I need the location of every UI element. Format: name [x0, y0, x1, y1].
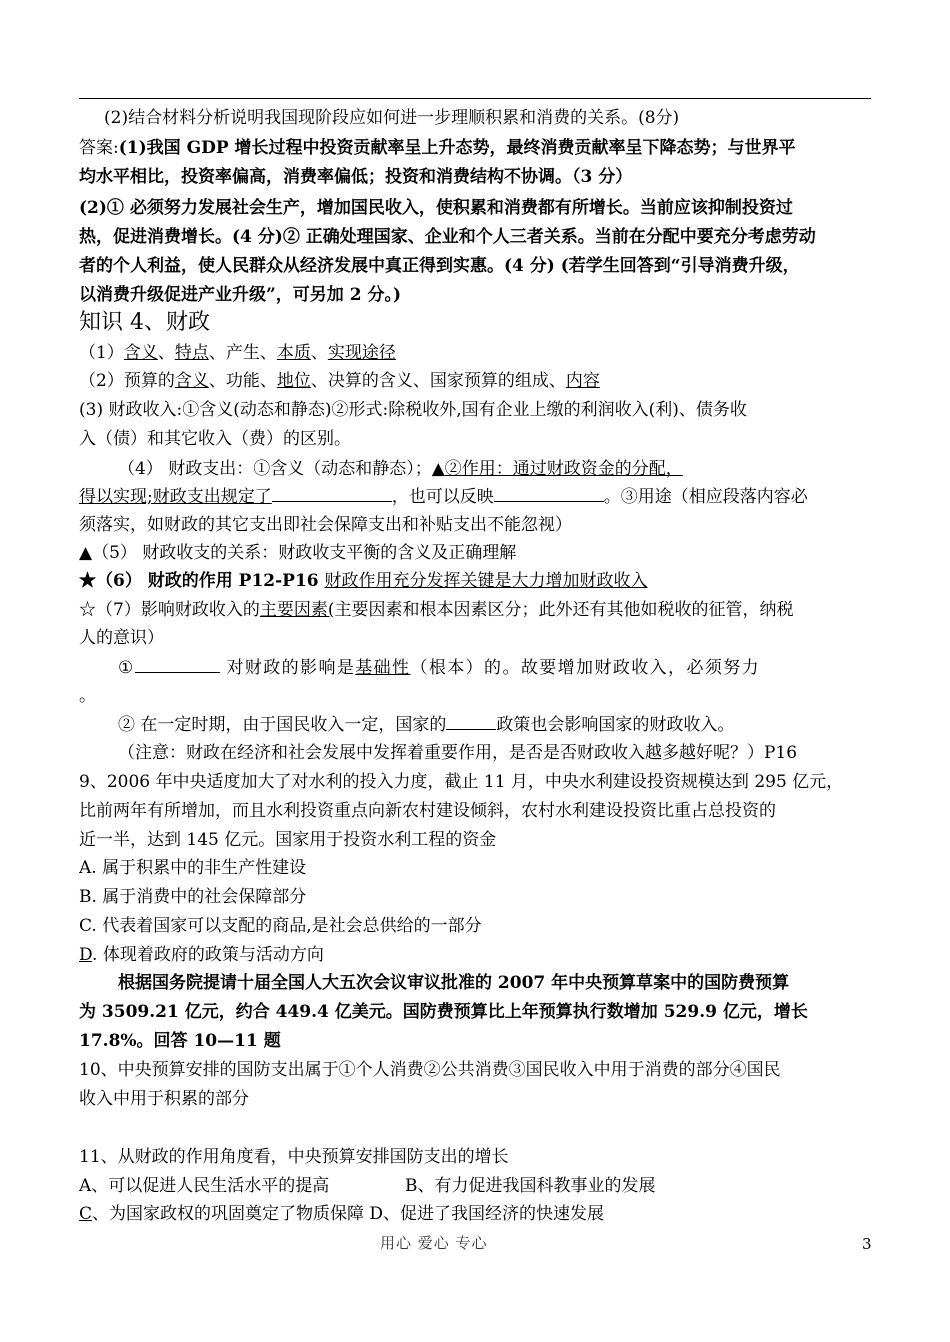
fill-blank[interactable]: [446, 711, 496, 730]
fill-line-2: [118, 711, 910, 739]
answer-part2-a: (2)① 必须努力发展社会生产，增加国民收入，使积累和消费都有所增长。当前应该抑制投资过: [79, 198, 793, 218]
q9-option-a: A. 属于积累中的非生产性建设: [79, 858, 307, 878]
item7-a2: 主要因素(: [259, 600, 335, 620]
q9-option-d: [79, 941, 871, 969]
item6-b: 财政作用充分发挥关键是大力增加财政收入: [324, 571, 648, 591]
knowledge-item-7a: [79, 596, 871, 624]
item1-prefix: （1）: [79, 343, 124, 363]
answer-label: 答案:: [79, 138, 119, 158]
q11-option-a: A、可以促进人民生活水平的提高: [79, 1176, 330, 1196]
q9-stem-b: 比前两年有所增加，而且水利投资重点向新农村建设倾斜，农村水利建设投资比重占总投资的: [79, 801, 776, 821]
item1-term-features: 特点: [174, 343, 209, 363]
fill2-a: ② 在一定时期，由于国民收入一定，国家的: [118, 715, 447, 735]
material-b: 为 3509.21 亿元，约合 449.4 亿美元。国防费预算比上年预算执行数增加 529.9 亿元，增长: [79, 1002, 808, 1022]
q9-option-d-text: . 体现着政府的政策与活动方向: [92, 945, 324, 965]
knowledge-item-1: [79, 339, 871, 367]
section-title: 知识 4、财政: [79, 310, 210, 335]
knowledge-item-6: [79, 567, 871, 595]
item1-sep: 、产生、: [208, 343, 277, 363]
footer-motto: 用心 爱心 专心: [380, 1234, 488, 1252]
item1-term-ways: 实现途径: [327, 343, 396, 363]
fill1-end: 。: [79, 686, 96, 706]
fill-blank[interactable]: [494, 483, 604, 502]
knowledge-item-2: [79, 367, 871, 395]
knowledge-item-3a: (3) 财政收入:①含义(动态和静态)②形式:除税收外,国有企业上缴的利润收入(利)、债务收: [79, 400, 747, 420]
fill1-c: 基础性: [355, 658, 411, 678]
q9-stem-a: 9、2006 年中央适度加大了对水利的投入力度，截止 11 月，中央水利建设投资规模达到 295 亿元，: [79, 772, 844, 792]
item1-term-meaning: 含义: [123, 343, 158, 363]
item1-sep: 、: [310, 343, 328, 363]
item4-b2: ，也可以反映: [391, 487, 494, 507]
fill1-a: ①: [118, 658, 135, 678]
item4-b3: 。③用途（相应段落内容必: [603, 487, 808, 507]
q10-stem-a: 10、中央预算安排的国防支出属于①个人消费②公共消费③国民收入中用于消费的部分④国民: [79, 1060, 781, 1080]
answer-part2-c: 者的个人利益，使人民群众从经济发展中真正得到实惠。(4 分) (若学生回答到“引导消费升级，: [79, 256, 800, 276]
answer-part2-b: 热，促进消费增长。(4 分)② 正确处理国家、企业和个人三者关系。当前在分配中要充分考虑劳动: [79, 227, 816, 247]
item4-b1: 得以实现;财政支出规定了: [79, 487, 272, 507]
item6-a: ★（6） 财政的作用 P12-P16: [79, 571, 325, 591]
item2-term-status: 地位: [276, 371, 311, 391]
q2-prompt: (2)结合材料分析说明我国现阶段应如何进一步理顺积累和消费的关系。(8分): [104, 108, 680, 128]
answer-line-1: [79, 134, 871, 162]
q11-stem: 11、从财政的作用角度看，中央预算安排国防支出的增长: [79, 1147, 509, 1167]
fill-line-1: [118, 654, 871, 682]
note-line: （注意：财政在经济和社会发展中发挥着重要作用，是否是否财政收入越多越好呢？）P16: [118, 743, 798, 763]
item2-term-content: 内容: [565, 371, 600, 391]
knowledge-item-3b: 入（债）和其它收入（费）的区别。: [79, 429, 351, 449]
item1-sep: 、: [157, 343, 175, 363]
q11-options-ab: [79, 1172, 871, 1200]
knowledge-item-5: ▲（5） 财政收支的关系：财政收支平衡的含义及正确理解: [79, 543, 517, 563]
fill1-b: 对财政的影响是: [219, 658, 356, 678]
item2-prefix: （2）预算的: [79, 371, 175, 391]
fill2-b: 政策也会影响国家的财政收入。: [496, 715, 735, 735]
fill-blank[interactable]: [272, 483, 392, 502]
page-number: 3: [862, 1235, 872, 1253]
q11-option-c-d: 、为国家政权的巩固奠定了物质保障 D、促进了我国经济的快速发展: [92, 1204, 605, 1224]
fill-blank[interactable]: [135, 654, 220, 673]
item1-term-essence: 本质: [276, 343, 311, 363]
knowledge-item-4a: [118, 455, 910, 483]
q10-stem-b: 收入中用于积累的部分: [79, 1089, 249, 1109]
q11-options-cd: [79, 1200, 871, 1228]
item7-a3: 主要因素和根本因素区分；此外还有其他如税收的征管，纳税: [334, 600, 794, 620]
item2-term-meaning: 含义: [174, 371, 209, 391]
q9-option-c: C. 代表着国家可以支配的商品,是社会总供给的一部分: [79, 916, 482, 936]
knowledge-item-7b: 人的意识）: [79, 628, 164, 648]
q9-answer-letter: D: [79, 945, 93, 965]
q9-stem-c: 近一半，达到 145 亿元。国家用于投资水利工程的资金: [79, 830, 497, 850]
answer-part1-b: 均水平相比，投资率偏高，消费率偏低；投资和消费结构不协调。（3 分）: [79, 167, 633, 187]
header-rule: [79, 98, 871, 99]
material-a: 根据国务院提请十届全国人大五次会议审议批准的 2007 年中央预算草案中的国防费预算: [118, 973, 790, 993]
item7-a1: ☆（7）影响财政收入的: [79, 600, 260, 620]
q11-option-b: B、有力促进我国科教事业的发展: [405, 1176, 656, 1196]
material-c: 17.8%。回答 10—11 题: [79, 1031, 281, 1051]
item2-sep: 、决算的含义、国家预算的组成、: [310, 371, 566, 391]
knowledge-item-4b: [79, 483, 871, 511]
item2-sep: 、功能、: [208, 371, 277, 391]
knowledge-item-4c: 须落实，如财政的其它支出即社会保障支出和补贴支出不能忽视）: [79, 515, 572, 535]
q11-answer-letter: C: [79, 1204, 93, 1224]
answer-part1-a: (1)我国 GDP 增长过程中投资贡献率呈上升态势，最终消费贡献率呈下降态势；与世界平: [118, 138, 796, 158]
fill1-d: （根本）的。故要增加财政收入，必须努力: [410, 658, 761, 678]
item4-a2: ②作用：通过财政资金的分配，: [444, 459, 683, 479]
item4-a1: （4） 财政支出：①含义（动态和静态）；▲: [118, 459, 445, 479]
q9-option-b: B. 属于消费中的社会保障部分: [79, 887, 307, 907]
answer-part2-d: 以消费升级促进产业升级”，可另加 2 分。): [79, 285, 401, 305]
